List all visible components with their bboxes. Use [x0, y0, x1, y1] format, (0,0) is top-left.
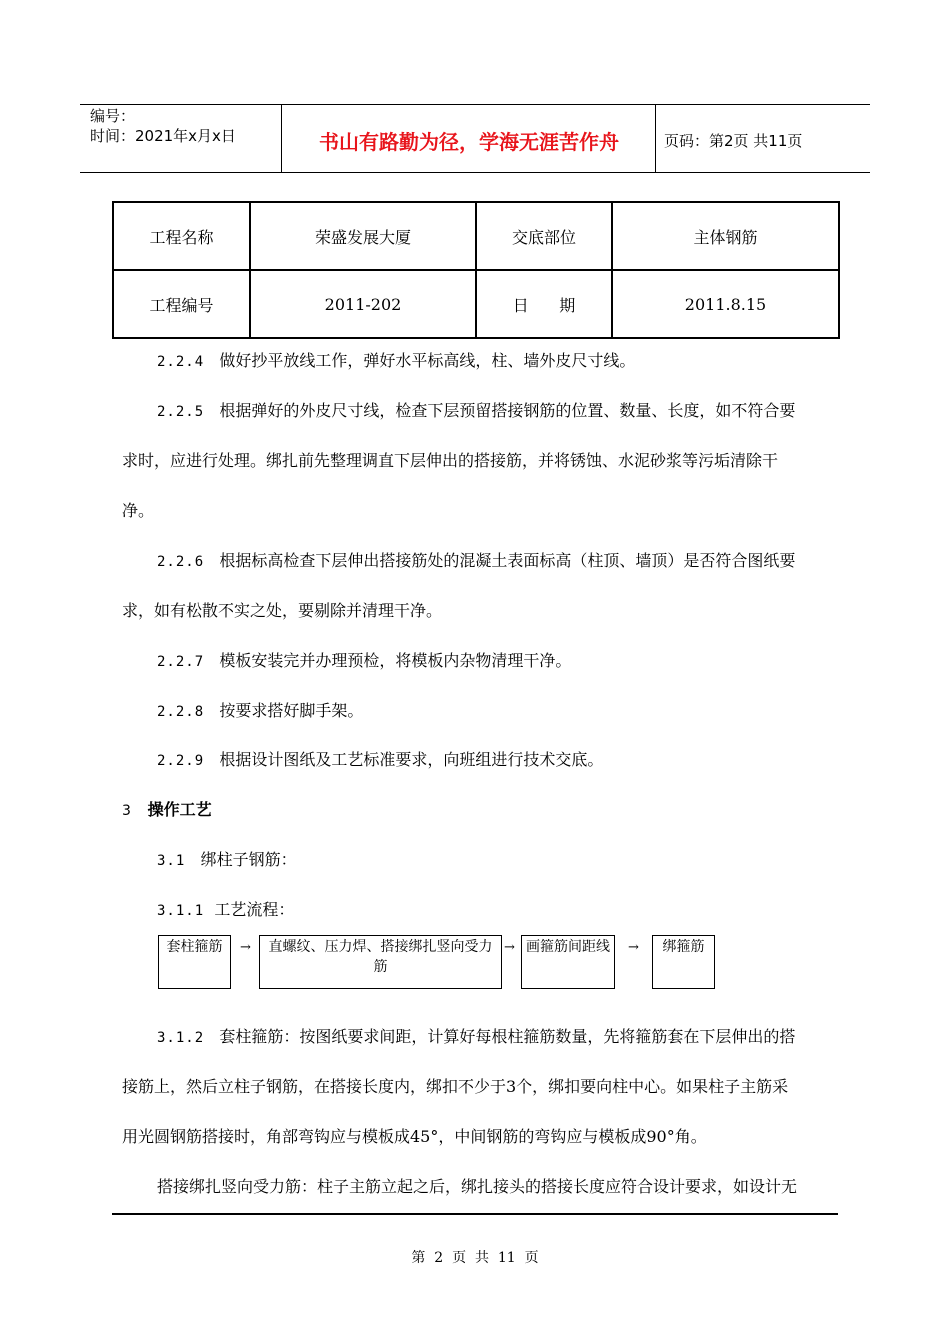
section-number: 2.2.9 [157, 753, 205, 769]
paragraph-2-2-5 [157, 401, 795, 422]
section-number: 3.1.1 [157, 903, 205, 919]
header-bottom-rule [80, 172, 870, 173]
page-footer: 第 2 页 共 11 页 [411, 1250, 539, 1266]
paragraph-text-line: 求，如有松散不实之处，要剔除并清理干净。 [122, 601, 443, 620]
table-cell: 荣盛发展大厦 [250, 202, 476, 270]
paragraph-text: 按要求搭好脚手架。 [219, 701, 364, 720]
flow-step-label: 绑箍筋 [662, 939, 705, 955]
table-row [113, 202, 839, 270]
table-cell: 工程编号 [113, 270, 250, 338]
time-label: 时间：2021年x月x日 [90, 127, 236, 145]
header-meta [90, 106, 236, 146]
paragraph-2-2-9 [157, 750, 603, 771]
paragraph-text: 做好抄平放线工作，弹好水平标高线，柱、墙外皮尺寸线。 [219, 351, 636, 370]
header-motto: 书山有路勤为径，学海无涯苦作舟 [319, 130, 619, 154]
paragraph-text-line: 求时，应进行处理。绑扎前先整理调直下层伸出的搭接筋，并将锈蚀、水泥砂浆等污垢清除干 [122, 451, 779, 470]
section-number: 2.2.5 [157, 404, 205, 420]
section-number: 2.2.8 [157, 704, 205, 720]
flow-step-box [259, 935, 502, 989]
flow-step-box [652, 935, 715, 989]
paragraph-2-2-8 [157, 701, 363, 722]
paragraph-2-2-7 [157, 651, 571, 672]
footer-rule [112, 1213, 838, 1215]
code-label: 编号： [90, 107, 136, 125]
section-number: 3.1.2 [157, 1030, 205, 1046]
paragraph-text-line: 搭接绑扎竖向受力筋：柱子主筋立起之后，绑扎接头的搭接长度应符合设计要求，如设计无 [157, 1177, 798, 1196]
paragraph-text: 模板安装完并办理预检，将模板内杂物清理干净。 [219, 651, 572, 670]
section-number: 2.2.4 [157, 354, 205, 370]
paragraph-text: 套柱箍筋：按图纸要求间距，计算好每根柱箍筋数量，先将箍筋套在下层伸出的搭 [219, 1027, 796, 1046]
section-title: 操作工艺 [147, 800, 212, 819]
flow-step-label: 直螺纹、压力焊、搭接绑扎竖向受力 [268, 939, 493, 955]
paragraph-text: 根据弹好的外皮尺寸线，检查下层预留搭接钢筋的位置、数量、长度，如不符合要 [219, 401, 796, 420]
table-cell: 2011.8.15 [612, 270, 839, 338]
flow-arrow-icon: → [240, 940, 251, 955]
table-row [113, 270, 839, 338]
section-3-heading [122, 800, 212, 821]
header-page-label: 页码：第2页 共11页 [664, 132, 803, 150]
table-cell: 工程名称 [113, 202, 250, 270]
header-top-rule [80, 104, 870, 105]
section-3-1-2 [157, 1027, 795, 1048]
paragraph-text: 工艺流程： [214, 900, 295, 919]
section-3-1-1 [157, 900, 294, 921]
flow-arrow-icon: → [504, 940, 515, 955]
flow-step-box [158, 935, 231, 989]
section-number: 3.1 [157, 853, 186, 869]
section-number: 3 [122, 803, 131, 819]
flow-step-label: 画箍筋间距线 [526, 939, 610, 955]
paragraph-text-line: 接筋上，然后立柱子钢筋，在搭接长度内，绑扣不少于3个，绑扣要向柱中心。如果柱子主筋采 [122, 1077, 789, 1096]
section-number: 2.2.6 [157, 554, 205, 570]
table-cell: 日 期 [476, 270, 612, 338]
table-cell: 2011-202 [250, 270, 476, 338]
paragraph-text-line: 净。 [122, 501, 155, 520]
paragraph-text: 根据设计图纸及工艺标准要求，向班组进行技术交底。 [219, 750, 604, 769]
project-info-table [112, 201, 840, 339]
paragraph-2-2-6 [157, 551, 795, 572]
paragraph-2-2-4 [157, 351, 635, 372]
flow-arrow-icon: → [628, 940, 639, 955]
paragraph-text: 绑柱子钢筋： [200, 850, 297, 869]
paragraph-text: 根据标高检查下层伸出搭接筋处的混凝土表面标高（柱顶、墙顶）是否符合图纸要 [219, 551, 796, 570]
flow-step-label: 套柱箍筋 [166, 939, 223, 955]
table-cell: 主体钢筋 [612, 202, 839, 270]
section-number: 2.2.7 [157, 654, 205, 670]
table-cell: 交底部位 [476, 202, 612, 270]
flow-step-box [521, 935, 615, 989]
section-3-1 [157, 850, 297, 871]
flow-step-label: 筋 [373, 959, 388, 975]
paragraph-text-line: 用光圆钢筋搭接时，角部弯钩应与模板成45°，中间钢筋的弯钩应与模板成90°角。 [122, 1127, 707, 1146]
